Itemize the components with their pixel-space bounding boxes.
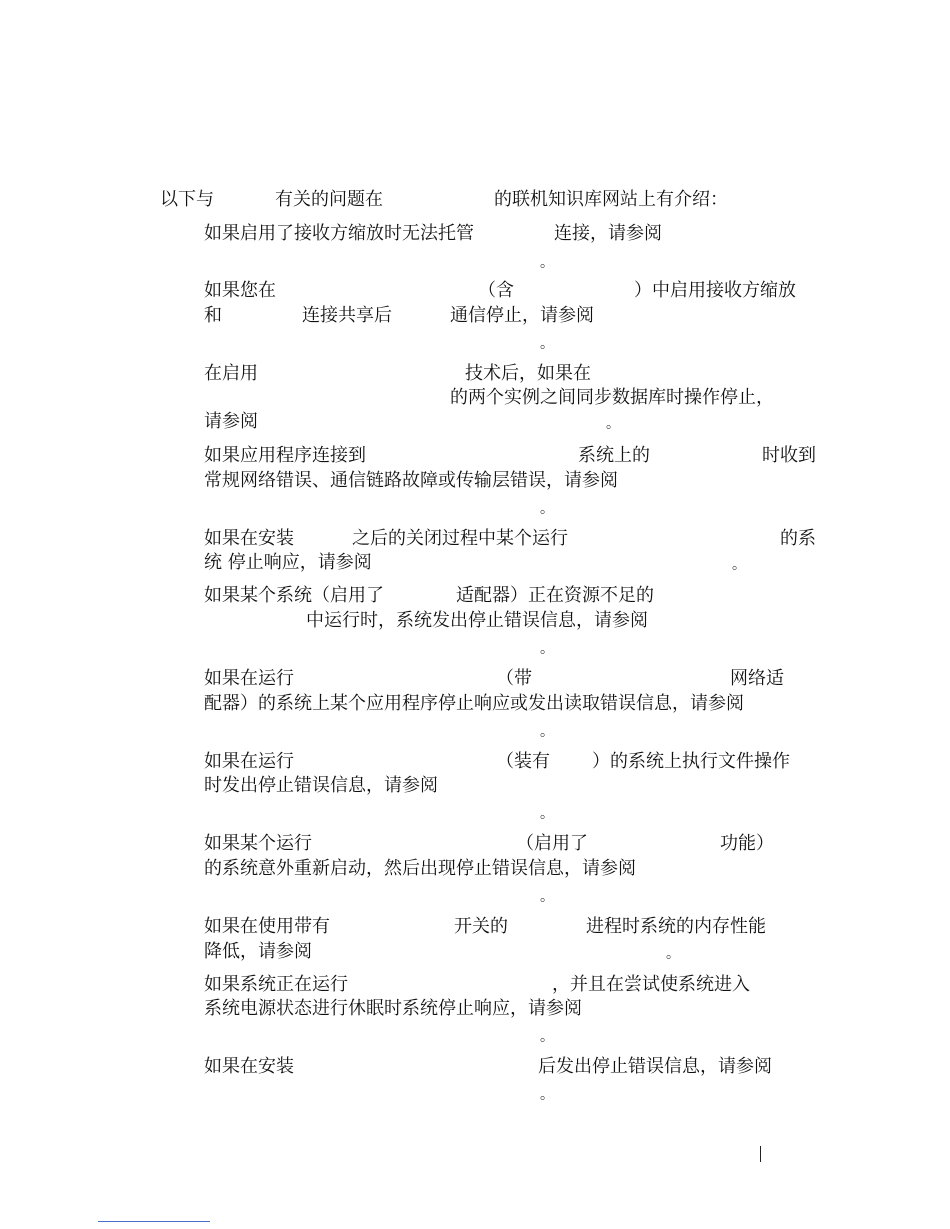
item-end: 。	[540, 724, 554, 740]
item-text: 通信停止，请参阅	[450, 305, 594, 326]
item-text: 的系统意外重新启动，然后出现停止错误信息，请参阅	[204, 858, 636, 879]
item-text: 如果您在	[204, 280, 276, 301]
item-end: 。	[540, 1087, 554, 1103]
item-text: 后发出停止错误信息，请参阅	[538, 1056, 772, 1077]
item-end: 。	[540, 806, 554, 822]
item-text: 降低，请参阅	[204, 941, 312, 962]
item-text: 如果在安装	[204, 528, 294, 549]
item-text: 如果在运行	[204, 751, 294, 772]
item-text: （带	[496, 668, 532, 689]
margin-bar	[760, 1146, 761, 1162]
item-text: 如果在使用带有	[204, 916, 330, 937]
item-text: 如果启用了接收方缩放时无法托管	[204, 223, 474, 244]
item-text: 开关的	[454, 916, 508, 937]
item-text: 进程时系统的内存性能	[586, 916, 766, 937]
item-text: （含	[478, 280, 514, 301]
item-text: 如果系统正在运行	[204, 974, 348, 995]
item-end: 。	[540, 501, 554, 517]
item-end: 。	[540, 336, 554, 352]
item-end: 。	[540, 641, 554, 657]
item-text: 连接，请参阅	[554, 223, 662, 244]
item-text: ）的系统上执行文件操作	[592, 751, 790, 772]
item-text: 如果在运行	[204, 668, 294, 689]
item-text: （装有	[496, 751, 550, 772]
item-end: 。	[540, 255, 554, 271]
item-text: 如果在安装	[204, 1056, 294, 1077]
intro-text-3: 的联机知识库网站上有介绍：	[494, 189, 728, 210]
item-text: 连接共享后	[302, 305, 392, 326]
footer-rule	[98, 1221, 210, 1222]
intro-text-2: 有关的问题在	[275, 189, 383, 210]
item-text: 系统上的	[578, 445, 650, 466]
item-text: （启用了	[516, 833, 588, 854]
item-text: 如果某个运行	[204, 833, 312, 854]
item-text: 网络适	[730, 668, 784, 689]
item-end: 。	[540, 889, 554, 905]
item-end: 。	[606, 416, 620, 432]
item-text: 请参阅	[204, 411, 258, 432]
item-text: 在启用	[204, 363, 258, 384]
item-text: 中运行时，系统发出停止错误信息，请参阅	[306, 610, 648, 631]
item-text: 时收到	[762, 445, 816, 466]
item-text: 功能）	[720, 833, 774, 854]
item-end: 。	[540, 1029, 554, 1045]
item-text: 如果某个系统（启用了	[204, 585, 384, 606]
item-text: 配器）的系统上某个应用程序停止响应或发出读取错误信息，请参阅	[204, 693, 744, 714]
item-text: 统 停止响应，请参阅	[204, 552, 372, 573]
item-text: 如果应用程序连接到	[204, 445, 366, 466]
item-text: 之后的关闭过程中某个运行	[352, 528, 568, 549]
intro-text-1: 以下与	[160, 189, 214, 210]
item-end: 。	[666, 946, 680, 962]
item-text: 时发出停止错误信息，请参阅	[204, 775, 438, 796]
item-text: 技术后，如果在	[465, 363, 591, 384]
item-text: 的两个实例之间同步数据库时操作停止，	[450, 387, 774, 408]
item-text: ，并且在尝试使系统进入	[552, 974, 750, 995]
item-text: 系统电源状态进行休眠时系统停止响应，请参阅	[204, 998, 582, 1019]
item-text: 常规网络错误、通信链路故障或传输层错误，请参阅	[204, 470, 618, 491]
item-text: 的系	[780, 528, 816, 549]
item-end: 。	[732, 557, 746, 573]
item-text: 和	[204, 305, 222, 326]
item-text: 适配器）正在资源不足的	[456, 585, 654, 606]
item-text: ）中启用接收方缩放	[634, 280, 796, 301]
